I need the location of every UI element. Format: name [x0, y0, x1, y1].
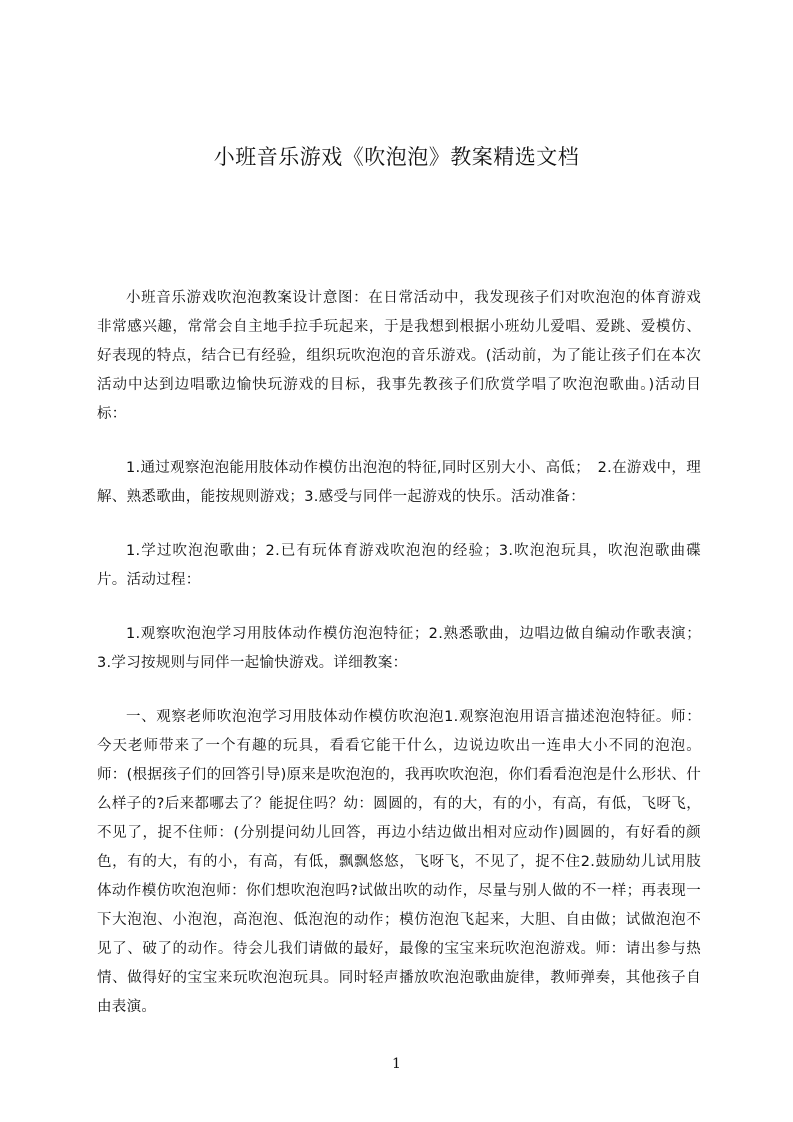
paragraph-design-intent: 小班音乐游戏吹泡泡教案设计意图：在日常活动中，我发现孩子们对吹泡泡的体育游戏非常感兴趣，常常会自主地手拉手玩起来，于是我想到根据小班幼儿爱唱、爱跳、爱模仿、好表现的特点，结合已有经验，组织玩吹泡泡的音乐游戏。(活动前，为了能让孩子们在本次活动中达到边唱歌边愉快玩游戏的目标，我事先教孩子们欣赏学唱了吹泡泡歌曲。)活动目标： — [97, 290, 701, 422]
document-body — [97, 284, 701, 1047]
paragraph-activity-goals: 1.通过观察泡泡能用肢体动作模仿出泡泡的特征,同时区别大小、高低； 2.在游戏中，理解、熟悉歌曲，能按规则游戏；3.感受与同伴一起游戏的快乐。活动准备： — [97, 460, 701, 505]
paragraph-activity-preparation: 1.学过吹泡泡歌曲；2.已有玩体育游戏吹泡泡的经验；3.吹泡泡玩具，吹泡泡歌曲碟片。活动过程： — [97, 543, 701, 588]
paragraph-activity-process: 1.观察吹泡泡学习用肢体动作模仿泡泡特征；2.熟悉歌曲，边唱边做自编动作歌表演；3.学习按规则与同伴一起愉快游戏。详细教案： — [97, 626, 701, 671]
page-number: 1 — [392, 1056, 401, 1072]
document-title: 小班音乐游戏《吹泡泡》教案精选文档 — [213, 145, 580, 169]
paragraph-detailed-plan: 一、观察老师吹泡泡学习用肢体动作模仿吹泡泡1.观察泡泡用语言描述泡泡特征。师：今天老师带来了一个有趣的玩具，看看它能干什么，边说边吹出一连串大小不同的泡泡。师：(根据孩子们的回答引导)原来是吹泡泡的，我再吹吹泡泡，你们看看泡泡是什么形状、什么样子的?后来都哪去了？能捉住吗？幼：圆圆的，有的大，有的小，有高，有低，飞呀飞，不见了，捉不住师：(分别提问幼儿回答，再边小结边做出相对应动作)圆圆的，有好看的颜色，有的大，有的小，有高，有低，飘飘悠悠，飞呀飞，不见了，捉不住2.鼓励幼儿试用肢体动作模仿吹泡泡师：你们想吹泡泡吗?试做出吹的动作，尽量与别人做的不一样；再表现一下大泡泡、小泡泡，高泡泡、低泡泡的动作；模仿泡泡飞起来，大胆、自由做；试做泡泡不见了、破了的动作。待会儿我们请做的最好，最像的宝宝来玩吹泡泡游戏。师：请出参与热情、做得好的宝宝来玩吹泡泡玩具。同时轻声播放吹泡泡歌曲旋律，教师弹奏，其他孩子自由表演。 — [97, 709, 701, 1015]
